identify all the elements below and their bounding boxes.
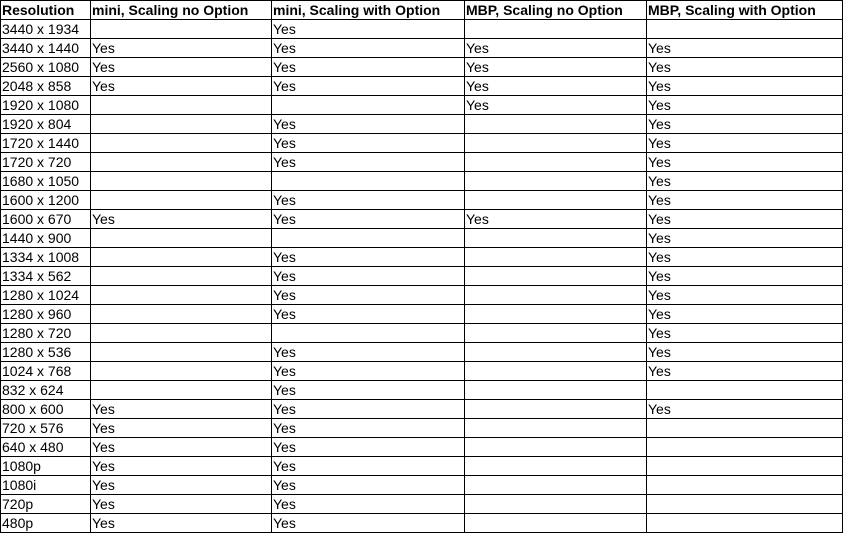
header-mini-scaling-no-option: mini, Scaling no Option — [91, 1, 272, 20]
resolution-cell: 1280 x 1024 — [1, 286, 91, 305]
resolution-cell: 1720 x 720 — [1, 153, 91, 172]
resolution-cell: 1600 x 1200 — [1, 191, 91, 210]
table-row — [1, 324, 843, 343]
mini-scaling-no-option-cell — [91, 381, 272, 400]
table-row — [1, 305, 843, 324]
mbp-scaling-no-option-cell — [465, 457, 647, 476]
mbp-scaling-no-option-cell — [465, 267, 647, 286]
mbp-scaling-no-option-cell — [465, 476, 647, 495]
mini-scaling-with-option-cell: Yes — [272, 58, 465, 77]
header-mbp-scaling-with-option: MBP, Scaling with Option — [647, 1, 843, 20]
mini-scaling-with-option-cell: Yes — [272, 400, 465, 419]
mbp-scaling-with-option-cell — [647, 381, 843, 400]
table-row — [1, 495, 843, 514]
mini-scaling-with-option-cell: Yes — [272, 286, 465, 305]
resolution-cell: 800 x 600 — [1, 400, 91, 419]
mbp-scaling-no-option-cell — [465, 20, 647, 39]
header-resolution: Resolution — [1, 1, 91, 20]
header-row — [1, 1, 843, 20]
mbp-scaling-with-option-cell: Yes — [647, 58, 843, 77]
resolution-cell: 2048 x 858 — [1, 77, 91, 96]
table-row — [1, 172, 843, 191]
mini-scaling-no-option-cell — [91, 267, 272, 286]
table-row — [1, 438, 843, 457]
table-row — [1, 153, 843, 172]
resolution-cell: 1720 x 1440 — [1, 134, 91, 153]
mini-scaling-with-option-cell — [272, 96, 465, 115]
mini-scaling-no-option-cell — [91, 305, 272, 324]
table-row — [1, 248, 843, 267]
table-row — [1, 476, 843, 495]
mbp-scaling-with-option-cell — [647, 495, 843, 514]
mini-scaling-no-option-cell: Yes — [91, 438, 272, 457]
mbp-scaling-with-option-cell: Yes — [647, 343, 843, 362]
mbp-scaling-with-option-cell: Yes — [647, 172, 843, 191]
mbp-scaling-with-option-cell: Yes — [647, 267, 843, 286]
mini-scaling-with-option-cell: Yes — [272, 134, 465, 153]
table-row — [1, 39, 843, 58]
resolution-cell: 1280 x 960 — [1, 305, 91, 324]
mini-scaling-no-option-cell — [91, 286, 272, 305]
table-row — [1, 96, 843, 115]
table-row — [1, 514, 843, 533]
table-header — [1, 1, 843, 20]
mbp-scaling-no-option-cell — [465, 134, 647, 153]
mbp-scaling-no-option-cell — [465, 514, 647, 533]
resolution-cell: 1680 x 1050 — [1, 172, 91, 191]
mbp-scaling-no-option-cell: Yes — [465, 210, 647, 229]
mbp-scaling-no-option-cell — [465, 400, 647, 419]
mbp-scaling-with-option-cell: Yes — [647, 115, 843, 134]
mbp-scaling-with-option-cell — [647, 419, 843, 438]
table-row — [1, 343, 843, 362]
mbp-scaling-with-option-cell — [647, 20, 843, 39]
mini-scaling-no-option-cell: Yes — [91, 58, 272, 77]
mbp-scaling-with-option-cell — [647, 457, 843, 476]
mbp-scaling-no-option-cell — [465, 343, 647, 362]
mini-scaling-with-option-cell: Yes — [272, 381, 465, 400]
mini-scaling-no-option-cell: Yes — [91, 457, 272, 476]
resolution-cell: 720p — [1, 495, 91, 514]
resolution-cell: 1080p — [1, 457, 91, 476]
mini-scaling-with-option-cell: Yes — [272, 514, 465, 533]
mini-scaling-no-option-cell: Yes — [91, 400, 272, 419]
mini-scaling-with-option-cell: Yes — [272, 191, 465, 210]
mini-scaling-no-option-cell: Yes — [91, 476, 272, 495]
mini-scaling-with-option-cell — [272, 229, 465, 248]
mbp-scaling-with-option-cell: Yes — [647, 305, 843, 324]
resolution-cell: 2560 x 1080 — [1, 58, 91, 77]
mbp-scaling-with-option-cell: Yes — [647, 362, 843, 381]
resolution-cell: 1080i — [1, 476, 91, 495]
resolution-cell: 480p — [1, 514, 91, 533]
resolution-cell: 1600 x 670 — [1, 210, 91, 229]
mbp-scaling-no-option-cell: Yes — [465, 39, 647, 58]
mini-scaling-no-option-cell: Yes — [91, 39, 272, 58]
table-row — [1, 20, 843, 39]
table-row — [1, 191, 843, 210]
mbp-scaling-with-option-cell: Yes — [647, 191, 843, 210]
mini-scaling-with-option-cell: Yes — [272, 39, 465, 58]
table-row — [1, 229, 843, 248]
mini-scaling-with-option-cell: Yes — [272, 419, 465, 438]
mini-scaling-no-option-cell: Yes — [91, 514, 272, 533]
resolution-cell: 640 x 480 — [1, 438, 91, 457]
mbp-scaling-no-option-cell — [465, 324, 647, 343]
mbp-scaling-no-option-cell — [465, 172, 647, 191]
mbp-scaling-no-option-cell — [465, 495, 647, 514]
table-row — [1, 419, 843, 438]
mbp-scaling-no-option-cell — [465, 153, 647, 172]
mini-scaling-with-option-cell: Yes — [272, 495, 465, 514]
mbp-scaling-with-option-cell: Yes — [647, 134, 843, 153]
header-mbp-scaling-no-option: MBP, Scaling no Option — [465, 1, 647, 20]
table-row — [1, 77, 843, 96]
mbp-scaling-no-option-cell — [465, 438, 647, 457]
mbp-scaling-no-option-cell: Yes — [465, 77, 647, 96]
mini-scaling-no-option-cell: Yes — [91, 495, 272, 514]
mini-scaling-no-option-cell — [91, 324, 272, 343]
resolution-cell: 1920 x 1080 — [1, 96, 91, 115]
mini-scaling-no-option-cell: Yes — [91, 210, 272, 229]
mbp-scaling-no-option-cell — [465, 286, 647, 305]
mini-scaling-no-option-cell — [91, 248, 272, 267]
mini-scaling-with-option-cell: Yes — [272, 267, 465, 286]
mini-scaling-with-option-cell: Yes — [272, 248, 465, 267]
mini-scaling-with-option-cell: Yes — [272, 153, 465, 172]
header-mini-scaling-with-option: mini, Scaling with Option — [272, 1, 465, 20]
mbp-scaling-with-option-cell — [647, 438, 843, 457]
table-body — [1, 20, 843, 533]
mini-scaling-no-option-cell: Yes — [91, 419, 272, 438]
table-row — [1, 134, 843, 153]
mini-scaling-no-option-cell — [91, 20, 272, 39]
mbp-scaling-with-option-cell — [647, 514, 843, 533]
mini-scaling-no-option-cell — [91, 115, 272, 134]
mbp-scaling-no-option-cell — [465, 305, 647, 324]
mbp-scaling-no-option-cell: Yes — [465, 96, 647, 115]
mini-scaling-no-option-cell — [91, 172, 272, 191]
mini-scaling-with-option-cell: Yes — [272, 438, 465, 457]
mini-scaling-with-option-cell: Yes — [272, 20, 465, 39]
table-row — [1, 267, 843, 286]
table-row — [1, 115, 843, 134]
resolution-cell: 3440 x 1440 — [1, 39, 91, 58]
resolution-cell: 1280 x 720 — [1, 324, 91, 343]
mini-scaling-no-option-cell: Yes — [91, 77, 272, 96]
mini-scaling-with-option-cell — [272, 172, 465, 191]
mbp-scaling-no-option-cell — [465, 248, 647, 267]
table-row — [1, 286, 843, 305]
resolution-cell: 720 x 576 — [1, 419, 91, 438]
resolution-cell: 1280 x 536 — [1, 343, 91, 362]
mini-scaling-with-option-cell — [272, 324, 465, 343]
mini-scaling-no-option-cell — [91, 191, 272, 210]
mini-scaling-with-option-cell: Yes — [272, 77, 465, 96]
mini-scaling-no-option-cell — [91, 343, 272, 362]
mbp-scaling-with-option-cell: Yes — [647, 96, 843, 115]
mbp-scaling-no-option-cell — [465, 229, 647, 248]
resolution-cell: 1024 x 768 — [1, 362, 91, 381]
resolution-cell: 1334 x 562 — [1, 267, 91, 286]
mbp-scaling-with-option-cell: Yes — [647, 77, 843, 96]
mini-scaling-with-option-cell: Yes — [272, 476, 465, 495]
mbp-scaling-with-option-cell: Yes — [647, 153, 843, 172]
table-row — [1, 381, 843, 400]
mini-scaling-with-option-cell: Yes — [272, 362, 465, 381]
resolution-cell: 3440 x 1934 — [1, 20, 91, 39]
mbp-scaling-no-option-cell — [465, 362, 647, 381]
mbp-scaling-with-option-cell: Yes — [647, 210, 843, 229]
mini-scaling-with-option-cell: Yes — [272, 210, 465, 229]
resolution-cell: 832 x 624 — [1, 381, 91, 400]
mbp-scaling-with-option-cell: Yes — [647, 286, 843, 305]
table-row — [1, 210, 843, 229]
mbp-scaling-with-option-cell: Yes — [647, 324, 843, 343]
mbp-scaling-no-option-cell: Yes — [465, 58, 647, 77]
mbp-scaling-no-option-cell — [465, 419, 647, 438]
mini-scaling-no-option-cell — [91, 96, 272, 115]
mini-scaling-with-option-cell: Yes — [272, 343, 465, 362]
mini-scaling-with-option-cell: Yes — [272, 305, 465, 324]
mini-scaling-no-option-cell — [91, 153, 272, 172]
mini-scaling-with-option-cell: Yes — [272, 457, 465, 476]
table-row — [1, 58, 843, 77]
mbp-scaling-no-option-cell — [465, 191, 647, 210]
resolution-cell: 1334 x 1008 — [1, 248, 91, 267]
mini-scaling-no-option-cell — [91, 362, 272, 381]
table-row — [1, 400, 843, 419]
table-row — [1, 457, 843, 476]
mbp-scaling-with-option-cell: Yes — [647, 400, 843, 419]
mbp-scaling-with-option-cell: Yes — [647, 229, 843, 248]
table-row — [1, 362, 843, 381]
mbp-scaling-with-option-cell: Yes — [647, 248, 843, 267]
mbp-scaling-with-option-cell: Yes — [647, 39, 843, 58]
mini-scaling-with-option-cell: Yes — [272, 115, 465, 134]
mbp-scaling-no-option-cell — [465, 381, 647, 400]
mbp-scaling-with-option-cell — [647, 476, 843, 495]
mbp-scaling-no-option-cell — [465, 115, 647, 134]
resolution-cell: 1440 x 900 — [1, 229, 91, 248]
mini-scaling-no-option-cell — [91, 134, 272, 153]
mini-scaling-no-option-cell — [91, 229, 272, 248]
resolution-cell: 1920 x 804 — [1, 115, 91, 134]
